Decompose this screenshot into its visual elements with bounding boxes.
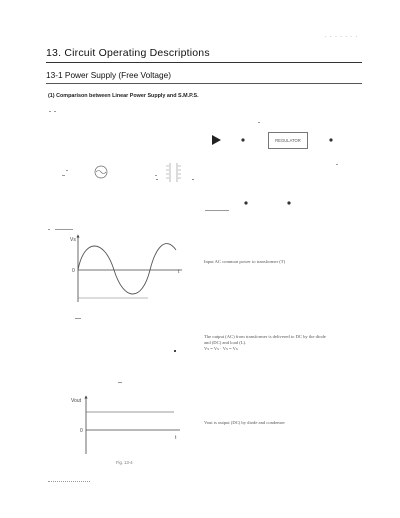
rectified-line-3: Vs = Vs · Vs = Vs <box>204 346 238 351</box>
origin-label: 0 <box>72 268 75 274</box>
y-axis-label: Vs <box>70 237 76 243</box>
input-waveform-graph <box>60 232 195 312</box>
output-description: Vout is output (DC) by diode and condenser <box>204 420 285 425</box>
node-dot-icon <box>287 201 290 204</box>
input-description: Input AC common power to transformer (T) <box>204 259 286 264</box>
faint-mark <box>118 382 122 383</box>
origin-label: 0 <box>80 428 83 434</box>
rectified-line-1: The output (AC) from transformer is delivered to DC by the diode <box>204 334 326 339</box>
ac-sine-wave <box>78 244 176 294</box>
regulator-box: REGULATOR <box>268 132 308 149</box>
node-dot-icon <box>244 201 247 204</box>
section-subtitle: 13-1 Power Supply (Free Voltage) <box>46 70 171 80</box>
y-axis-label: Vout <box>71 398 82 404</box>
rectified-line-2: and (DC) and load (L). <box>204 340 247 345</box>
transformer-icon <box>166 163 181 182</box>
node-dot-icon <box>329 138 332 141</box>
flow-arrow-icon <box>212 135 221 145</box>
t-axis-label: t <box>175 435 177 441</box>
faint-marks <box>48 111 338 230</box>
faint-mark <box>75 318 81 319</box>
t-axis-label: t <box>178 269 180 275</box>
footer-mark <box>48 481 90 483</box>
page-header-reference: · · · · · · · <box>325 34 358 40</box>
node-dot-icon <box>241 138 244 141</box>
faint-mark <box>174 350 176 352</box>
figure-caption: Fig. 13-4 <box>116 460 133 465</box>
rectified-description <box>204 334 364 352</box>
output-dc-graph <box>66 394 191 456</box>
page-title: 13. Circuit Operating Descriptions <box>46 47 210 59</box>
section-heading: (1) Comparison between Linear Power Supply and S.M.P.S. <box>48 93 199 99</box>
